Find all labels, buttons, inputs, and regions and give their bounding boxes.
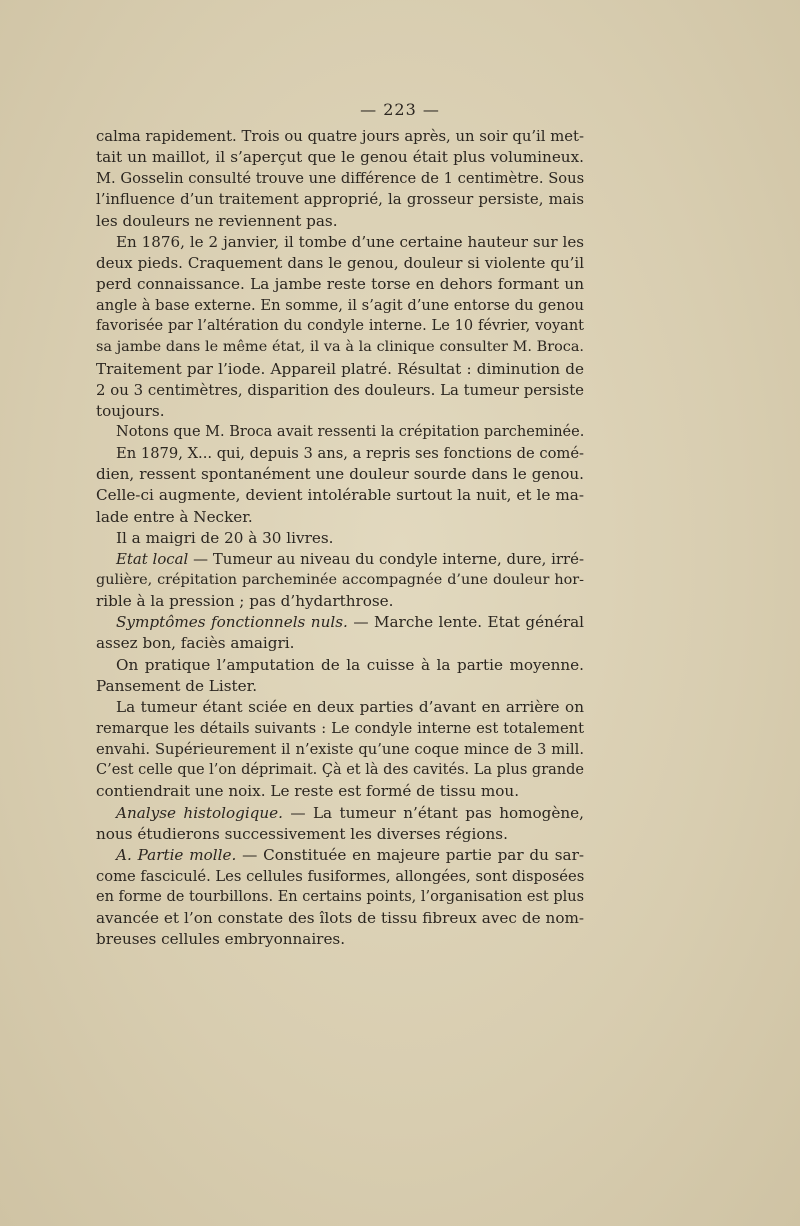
text-line: calma rapidement. Trois ou quatre jours après, un soir qu’il met- bbox=[96, 128, 584, 145]
text-line: tait un maillot, il s’aperçut que le genou était plus volumineux. bbox=[96, 148, 584, 167]
page-number: — 223 — bbox=[360, 100, 440, 119]
text-line: envahi. Supérieurement il n’existe qu’une coque mince de 3 mill. bbox=[96, 741, 584, 759]
italic-heading: Analyse histologique. bbox=[116, 803, 283, 822]
line-text: — Tumeur au niveau du condyle interne, dure, irré- bbox=[188, 549, 585, 568]
italic-heading: Symptômes fonctionnels nuls. bbox=[116, 613, 348, 632]
text-line bbox=[96, 612, 584, 633]
text-line bbox=[96, 549, 584, 570]
text-line: angle à base externe. En somme, il s’agit d’une entorse du genou bbox=[96, 297, 584, 315]
text-line: Notons que M. Broca avait ressenti la crépitation parcheminée. bbox=[116, 423, 585, 440]
text-line: C’est celle que l’on déprimait. Çà et là des cavités. La plus grande bbox=[96, 762, 584, 779]
text-line: On pratique l’amputation de la cuisse à la partie moyenne. bbox=[116, 655, 584, 674]
text-line: Celle-ci augmente, devient intolérable surtout la nuit, et le ma- bbox=[96, 486, 584, 505]
text-line: dien, ressent spontanément une douleur sourde dans le genou. bbox=[96, 465, 584, 484]
line-text: — Marche lente. Etat général bbox=[347, 613, 585, 632]
text-line: sa jambe dans le même état, il va à la clinique consulter M. Broca. bbox=[96, 339, 584, 356]
text-line: perd connaissance. La jambe reste torse en dehors formant un bbox=[96, 274, 584, 293]
text-line: contiendrait une noix. Le reste est formé de tissu mou. bbox=[96, 782, 520, 801]
text-line: l’influence d’un traitement approprié, la grosseur persiste, mais bbox=[96, 190, 584, 209]
italic-heading: A. Partie molle. bbox=[116, 845, 237, 864]
text-line: Traitement par l’iode. Appareil platré. Résultat : diminution de bbox=[96, 359, 584, 378]
text-line: gulière, crépitation parcheminée accompagnée d’une douleur hor- bbox=[96, 571, 584, 588]
text-line bbox=[96, 845, 584, 866]
text-line: En 1879, X... qui, depuis 3 ans, a repris ses fonctions de comé- bbox=[116, 445, 584, 463]
body-text bbox=[96, 126, 584, 950]
text-line: avancée et l’on constate des îlots de tissu fibreux avec de nom- bbox=[96, 909, 584, 928]
text-line: Il a maigri de 20 à 30 livres. bbox=[116, 528, 334, 547]
text-line: toujours. bbox=[96, 401, 165, 420]
text-line bbox=[96, 803, 584, 824]
text-line: Pansement de Lister. bbox=[96, 676, 258, 695]
text-line: en forme de tourbillons. En certains points, l’organisation est plus bbox=[96, 889, 585, 906]
text-line: breuses cellules embryonnaires. bbox=[96, 930, 346, 949]
text-line: M. Gosselin consulté trouve une différence de 1 centimètre. Sous bbox=[96, 170, 585, 188]
text-line: 2 ou 3 centimètres, disparition des douleurs. La tumeur persiste bbox=[96, 380, 584, 399]
text-line: nous étudierons successivement les diverses régions. bbox=[96, 824, 508, 843]
text-line: come fasciculé. Les cellules fusiformes, allongées, sont disposées bbox=[96, 867, 585, 885]
text-line: La tumeur étant sciée en deux parties d’avant en arrière on bbox=[116, 697, 584, 716]
text-line: En 1876, le 2 janvier, il tombe d’une certaine hauteur sur les bbox=[116, 232, 584, 251]
text-line: favorisée par l’altération du condyle interne. Le 10 février, voyant bbox=[96, 318, 584, 335]
text-line: lade entre à Necker. bbox=[96, 507, 253, 526]
text-line: remarque les détails suivants : Le condyle interne est totalement bbox=[96, 719, 584, 737]
line-text: — Constituée en majeure partie par du sar- bbox=[236, 845, 585, 864]
line-text: — La tumeur n’étant pas homogène, bbox=[283, 803, 584, 822]
text-line: deux pieds. Craquement dans le genou, douleur si violente qu’il bbox=[96, 253, 584, 272]
text-line: les douleurs ne reviennent pas. bbox=[96, 211, 338, 230]
italic-heading: Etat local bbox=[116, 549, 189, 568]
text-line: assez bon, faciès amaigri. bbox=[96, 634, 295, 653]
text-line: rible à la pression ; pas d’hydarthrose. bbox=[96, 592, 394, 611]
